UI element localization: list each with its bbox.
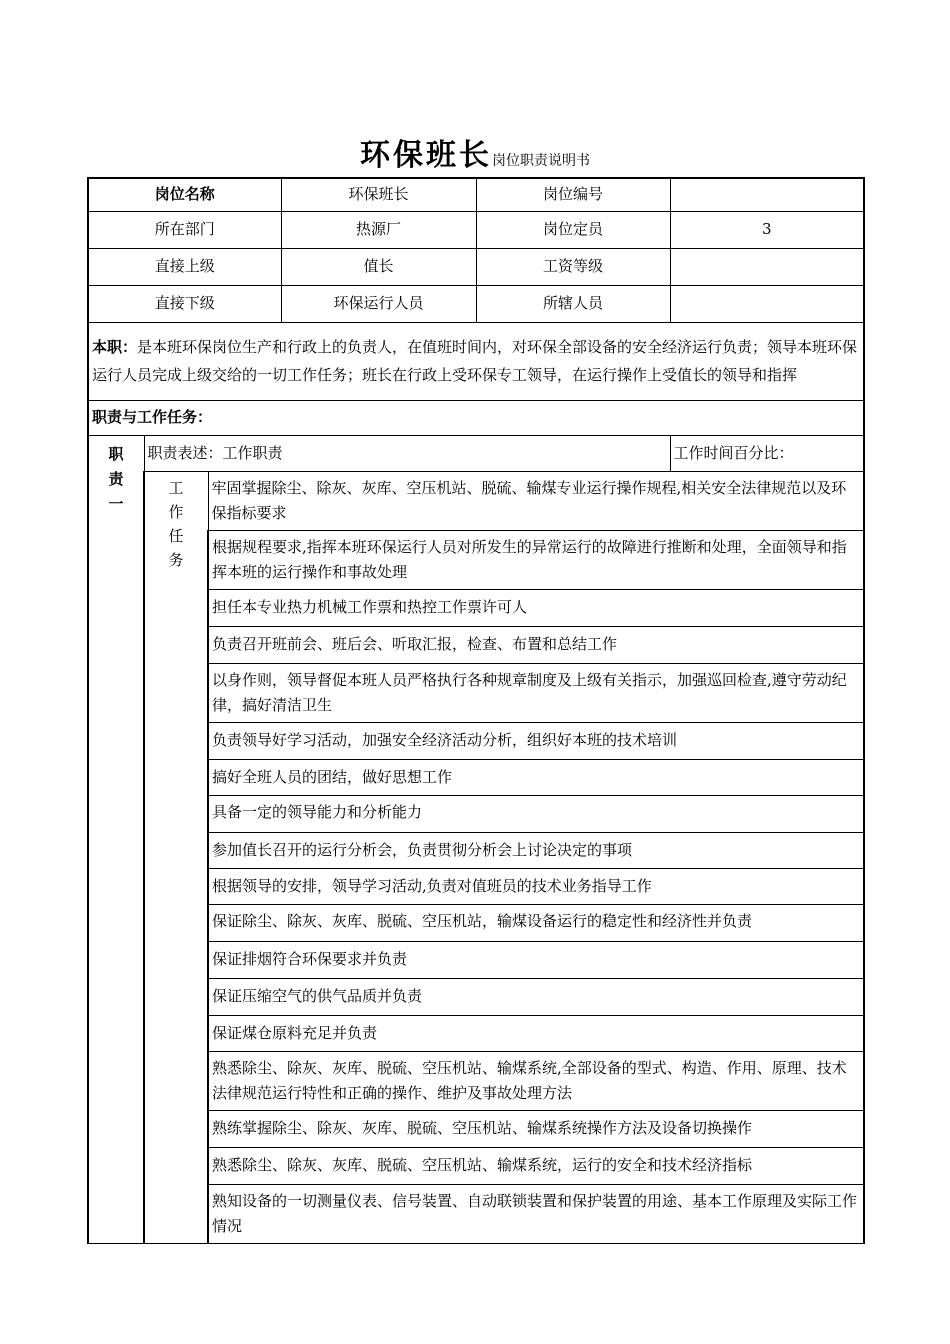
info-value: 环保班长 [281, 178, 476, 211]
title-main: 环保班长 [360, 138, 492, 173]
task-item: 保证除尘、除灰、灰库、脱硫、空压机站，输煤设备运行的稳定性和经济性并负责 [208, 904, 864, 941]
task-item: 负责召开班前会、班后会、听取汇报，检查、布置和总结工作 [208, 626, 864, 663]
tasks-char: 工 [168, 478, 184, 497]
task-item: 熟练掌握除尘、除灰、灰库、脱硫、空压机站、输煤系统操作方法及设备切换操作 [208, 1110, 864, 1147]
task-item: 保证压缩空气的供气品质并负责 [208, 978, 864, 1015]
info-value: 环保运行人员 [281, 285, 476, 322]
document-title [0, 130, 950, 174]
info-value [670, 178, 864, 211]
tasks-char: 任 [168, 526, 184, 545]
time-percentage: 工作时间百分比： [670, 435, 864, 471]
task-item: 根据领导的安排，领导学习活动,负责对值班员的技术业务指导工作 [208, 868, 864, 904]
duty-summary-text: 是本班环保岗位生产和行政上的负责人，在值班时间内，对环保全部设备的安全经济运行负责；领导本班环保运行人员完成上级交给的一切工作任务；班长在行政上受环保专工领导，在运行操作上受值长的领导和指挥 [92, 338, 858, 384]
info-label: 工资等级 [476, 248, 670, 285]
task-item: 以身作则，领导督促本班人员严格执行各种规章制度及上级有关指示，加强巡回检查,遵守劳动纪律，搞好清洁卫生 [208, 663, 864, 722]
info-label: 所在部门 [88, 211, 281, 248]
task-row [88, 471, 864, 530]
job-description-table [87, 177, 865, 1244]
tasks-char: 务 [168, 550, 184, 569]
info-label: 岗位名称 [88, 178, 281, 211]
info-label: 岗位定员 [476, 211, 670, 248]
duty-summary-row [88, 322, 864, 400]
responsibility-desc-row [88, 435, 864, 471]
task-item: 具备一定的领导能力和分析能力 [208, 795, 864, 832]
info-label: 直接下级 [88, 285, 281, 322]
group-char: 责 [108, 469, 124, 488]
info-label: 所辖人员 [476, 285, 670, 322]
task-item: 根据规程要求,指挥本班环保运行人员对所发生的异常运行的故障进行推断和处理，全面领导和指挥本班的运行操作和事故处理 [208, 530, 864, 589]
info-row-3 [88, 248, 864, 285]
responsibilities-header: 职责与工作任务： [88, 400, 864, 435]
info-value [670, 248, 864, 285]
task-item: 熟悉除尘、除灰、灰库、脱硫、空压机站、输煤系统，运行的安全和技术经济指标 [208, 1147, 864, 1184]
info-value: 值长 [281, 248, 476, 285]
duty-summary [88, 322, 864, 400]
responsibilities-header-row [88, 400, 864, 435]
task-item: 担任本专业热力机械工作票和热控工作票许可人 [208, 589, 864, 626]
task-item: 熟知设备的一切测量仪表、信号装置、自动联锁装置和保护装置的用途、基本工作原理及实际工作情况 [208, 1184, 864, 1243]
info-row-4 [88, 285, 864, 322]
group-char: 职 [108, 444, 124, 463]
task-item: 熟悉除尘、除灰、灰库、脱硫、空压机站、输煤系统,全部设备的型式、构造、作用、原理、技术法律规范运行特性和正确的操作、维护及事故处理方法 [208, 1051, 864, 1110]
duty-summary-label: 本职： [92, 338, 138, 356]
task-item: 保证煤仓原料充足并负责 [208, 1015, 864, 1051]
info-row-1 [88, 178, 864, 211]
info-label: 岗位编号 [476, 178, 670, 211]
info-value: 3 [670, 211, 864, 248]
task-item: 搞好全班人员的团结，做好思想工作 [208, 759, 864, 795]
task-item: 牢固掌握除尘、除灰、灰库、空压机站、脱硫、输煤专业运行操作规程,相关安全法律规范以及环保指标要求 [208, 471, 864, 530]
tasks-char: 作 [168, 502, 184, 521]
info-label: 直接上级 [88, 248, 281, 285]
group-char: 一 [108, 494, 124, 513]
task-item: 参加值长召开的运行分析会，负责贯彻分析会上讨论决定的事项 [208, 832, 864, 868]
info-value: 热源厂 [281, 211, 476, 248]
title-sub: 岗位职责说明书 [492, 153, 590, 169]
tasks-label [144, 471, 208, 1243]
info-value [670, 285, 864, 322]
task-item: 保证排烟符合环保要求并负责 [208, 941, 864, 978]
info-row-2 [88, 211, 864, 248]
responsibility-description: 职责表述：工作职责 [144, 435, 670, 471]
task-item: 负责领导好学习活动，加强安全经济活动分析，组织好本班的技术培训 [208, 722, 864, 759]
responsibility-group-label [88, 435, 144, 1243]
